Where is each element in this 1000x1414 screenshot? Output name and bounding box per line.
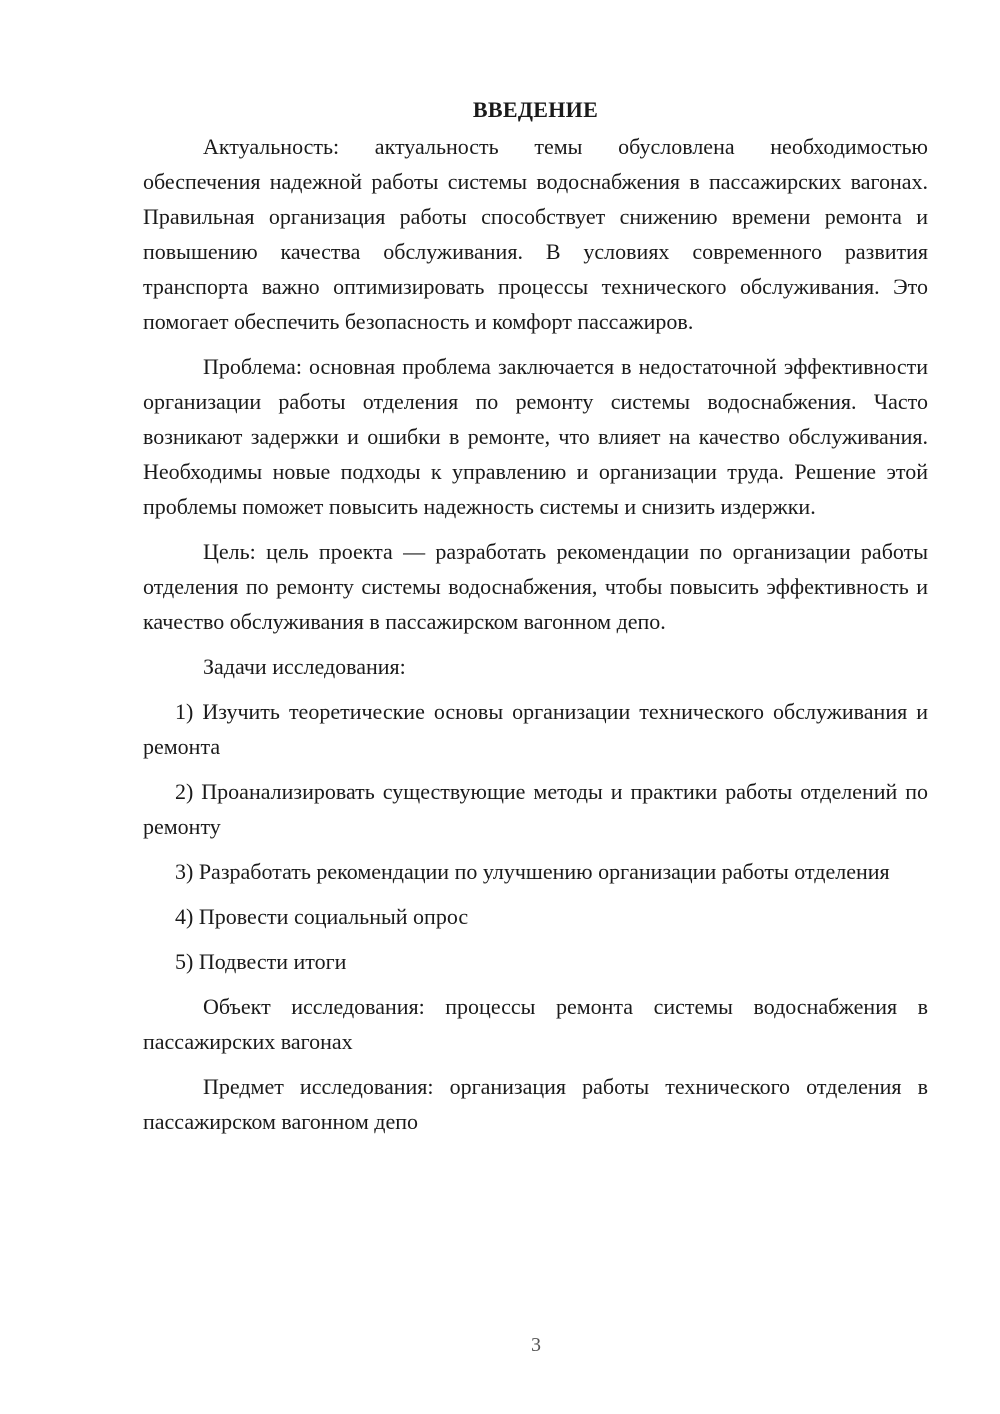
- tasks-heading: Задачи исследования:: [203, 654, 406, 679]
- task-item: 3) Разработать рекомендации по улучшению организации работы отделения: [175, 859, 890, 884]
- paragraph-subject: Предмет исследования: организация работы технического отделения в пассажирском вагонном депо: [143, 1074, 928, 1134]
- section-title: ВВЕДЕНИЕ: [472, 97, 599, 122]
- task-item: 1) Изучить теоретические основы организации технического обслуживания и ремонта: [143, 699, 928, 759]
- page-number: 3: [531, 1334, 541, 1356]
- task-item: 5) Подвести итоги: [175, 949, 347, 974]
- paragraph-goal: Цель: цель проекта — разработать рекомендации по организации работы отделения по ремонту системы водоснабжения, чтобы повысить эффективность и качество обслуживания в пассажирском вагонном депо.: [143, 539, 928, 634]
- paragraph-object: Объект исследования: процессы ремонта системы водоснабжения в пассажирских вагонах: [143, 994, 928, 1054]
- paragraph-problem: Проблема: основная проблема заключается в недостаточной эффективности организации работы отделения по ремонту системы водоснабжения. Часто возникают задержки и ошибки в ремонте, что влияет на качество обслуживания. Необходимы новые подходы к управлению и организации труда. Решение этой проблемы поможет повысить надежность системы и снизить издержки.: [143, 354, 928, 519]
- document-page: [143, 95, 928, 1149]
- paragraph-relevance: Актуальность: актуальность темы обусловлена необходимостью обеспечения надежной работы системы водоснабжения в пассажирских вагонах. Правильная организация работы способствует снижению времени ремонта и повышению качества обслуживания. В условиях современного развития транспорта важно оптимизировать процессы технического обслуживания. Это помогает обеспечить безопасность и комфорт пассажиров.: [143, 134, 928, 334]
- task-item: 2) Проанализировать существующие методы и практики работы отделений по ремонту: [143, 779, 928, 839]
- task-item: 4) Провести социальный опрос: [175, 904, 469, 929]
